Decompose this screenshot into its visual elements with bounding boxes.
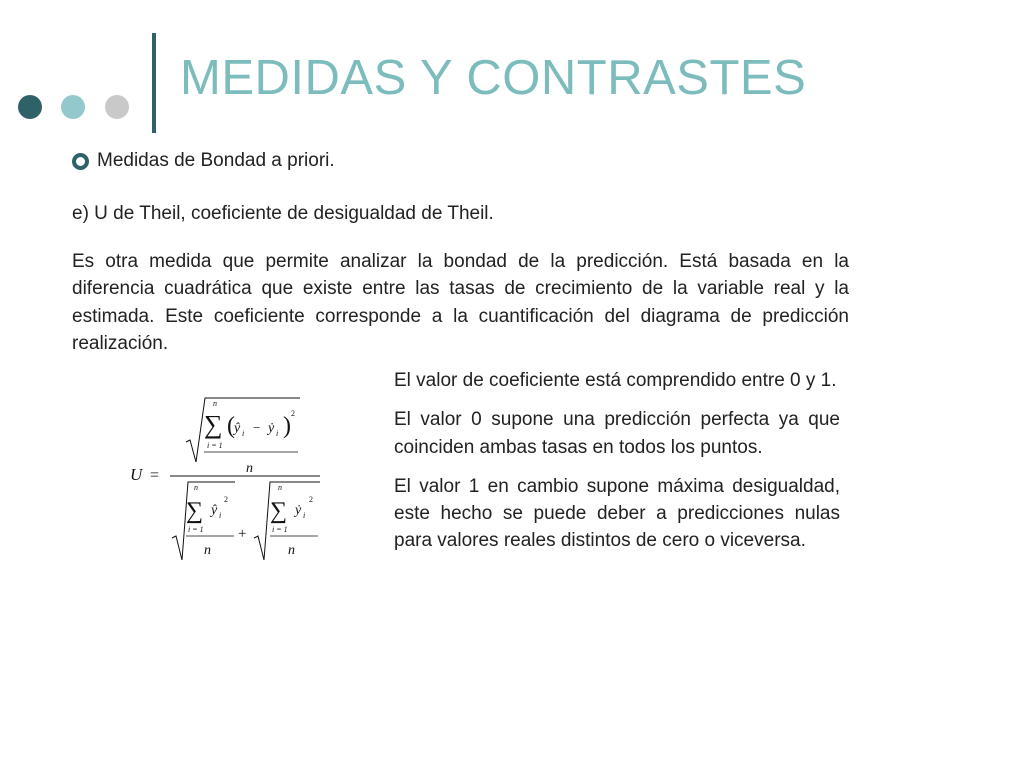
denom-left-n: n	[204, 543, 211, 558]
denom-left-sum-lower: i = 1	[188, 525, 204, 534]
formula-lhs: U	[130, 465, 143, 484]
decor-dot-dark	[18, 95, 42, 119]
num-sum-lower: i = 1	[207, 441, 223, 450]
bullet-item	[72, 150, 335, 172]
denom-plus: +	[238, 526, 247, 542]
denom-right-sum: ∑	[270, 498, 288, 524]
denom-right-square: 2	[309, 495, 313, 504]
denom-right-sum-lower: i = 1	[272, 525, 288, 534]
note-zero: El valor 0 supone una predicción perfecta ya que coinciden ambas tasas en todos los puntos.	[394, 409, 840, 458]
body-paragraph: Es otra medida que permite analizar la bondad de la predicción. Está basada en la diferencia cuadrática que existe entre las tasas de crecimiento de la variable real y la estimada. Este coeficiente corresponde a la cuantificación del diagrama de predicción realización.	[72, 251, 849, 354]
notes-column	[394, 367, 840, 567]
denom-left-sum: ∑	[186, 498, 204, 524]
note-range: El valor de coeficiente está comprendido entre 0 y 1.	[394, 370, 837, 391]
denom-right-ydot-sub: i	[303, 511, 306, 520]
num-sum: ∑	[204, 410, 223, 439]
denom-left-yhat: ŷ	[211, 503, 218, 518]
num-yhat-sub: i	[242, 429, 245, 438]
bullet-text: Medidas de Bondad a priori.	[97, 150, 335, 171]
title-divider	[152, 33, 156, 133]
num-yhat: ŷ	[234, 421, 241, 436]
num-minus: −	[253, 420, 261, 435]
denom-right-n: n	[288, 543, 295, 558]
num-lparen: (	[227, 413, 235, 439]
slide-title: MEDIDAS Y CONTRASTES	[180, 51, 807, 105]
note-one: El valor 1 en cambio supone máxima desigualdad, este hecho se puede deber a predicciones nulas para valores reales distintos de cero o viceversa.	[394, 475, 840, 552]
num-rparen: )	[283, 413, 291, 439]
subheading: e) U de Theil, coeficiente de desigualdad de Theil.	[72, 203, 494, 224]
num-denom-n: n	[246, 461, 253, 476]
denom-left-sum-upper: n	[194, 483, 198, 492]
num-square: 2	[291, 409, 295, 418]
num-sum-upper: n	[213, 399, 217, 408]
theil-u-formula	[120, 390, 340, 565]
decor-dot-light	[61, 95, 85, 119]
num-ydot-sub: i	[276, 429, 279, 438]
denom-right-ydot: ẏ	[295, 503, 302, 518]
decor-dot-gray	[105, 95, 129, 119]
denom-right-sum-upper: n	[278, 483, 282, 492]
num-ydot: ẏ	[268, 421, 275, 436]
denom-left-square: 2	[224, 495, 228, 504]
denom-left-yhat-sub: i	[219, 511, 222, 520]
bullet-icon	[72, 153, 89, 170]
formula-equals: =	[150, 467, 160, 484]
